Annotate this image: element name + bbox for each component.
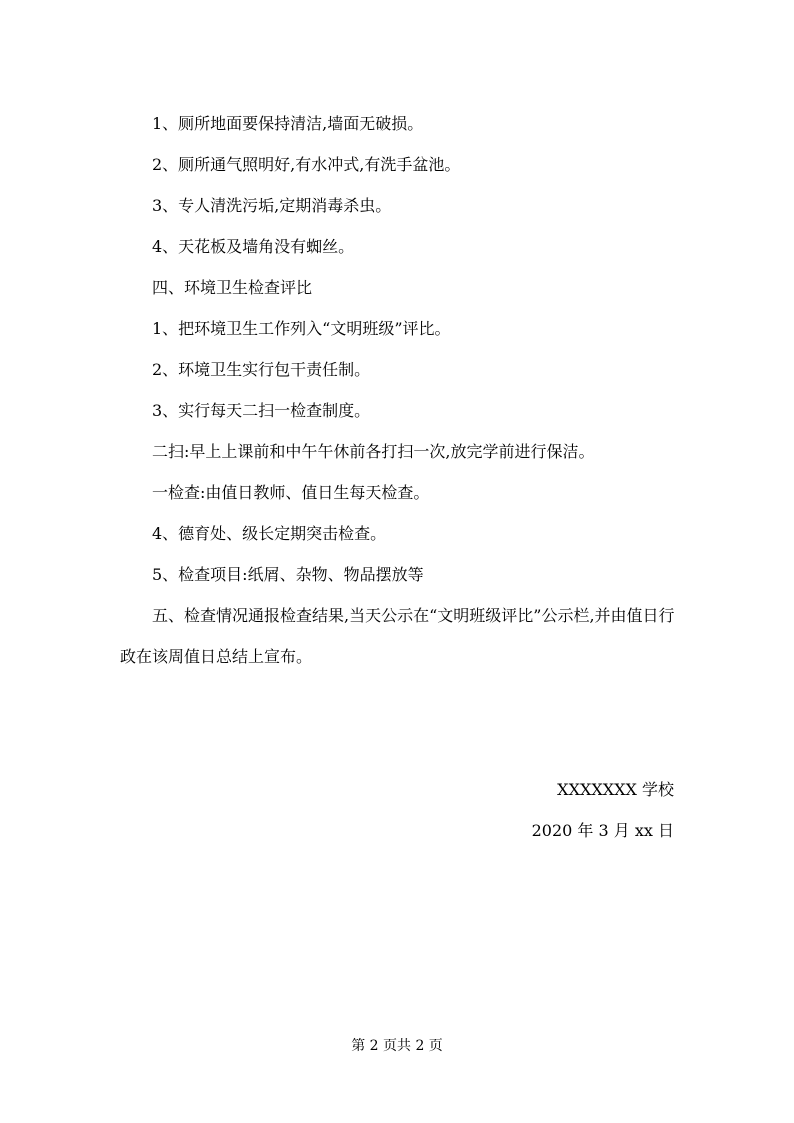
body-paragraph: 2、环境卫生实行包干责任制。 [152, 360, 371, 379]
body-paragraph: 5、检查项目:纸屑、杂物、物品摆放等 [152, 565, 424, 584]
body-paragraph: 2、厕所通气照明好,有水冲式,有洗手盆池。 [152, 155, 461, 174]
body-paragraph: 一检查:由值日教师、值日生每天检查。 [152, 483, 430, 502]
body-paragraph: 1、厕所地面要保持清洁,墙面无破损。 [152, 114, 424, 133]
page-number: 第 2 页共 2 页 [351, 1038, 443, 1054]
signature-date: 2020 年 3 月 xx 日 [531, 821, 674, 840]
document-body [120, 103, 675, 677]
body-paragraph: 3、专人清洗污垢,定期消毒杀虫。 [152, 196, 392, 215]
body-paragraph: 3、实行每天二扫一检查制度。 [152, 401, 371, 420]
page-footer [0, 1036, 794, 1056]
signature-block [274, 769, 674, 851]
signature-organization: XXXXXXX 学校 [557, 780, 674, 799]
body-paragraph: 1、把环境卫生工作列入“文明班级”评比。 [152, 319, 451, 338]
section-heading: 四、环境卫生检查评比 [152, 278, 313, 297]
body-paragraph: 二扫:早上上课前和中午午休前各打扫一次,放完学前进行保洁。 [152, 442, 595, 461]
body-paragraph: 4、天花板及墙角没有蜘丝。 [152, 237, 355, 256]
section-heading-paragraph: 五、检查情况通报检查结果,当天公示在“文明班级评比”公示栏,并由值日行政在该周值日总结上宣布。 [120, 606, 675, 666]
body-paragraph: 4、德育处、级长定期突击检查。 [152, 524, 387, 543]
